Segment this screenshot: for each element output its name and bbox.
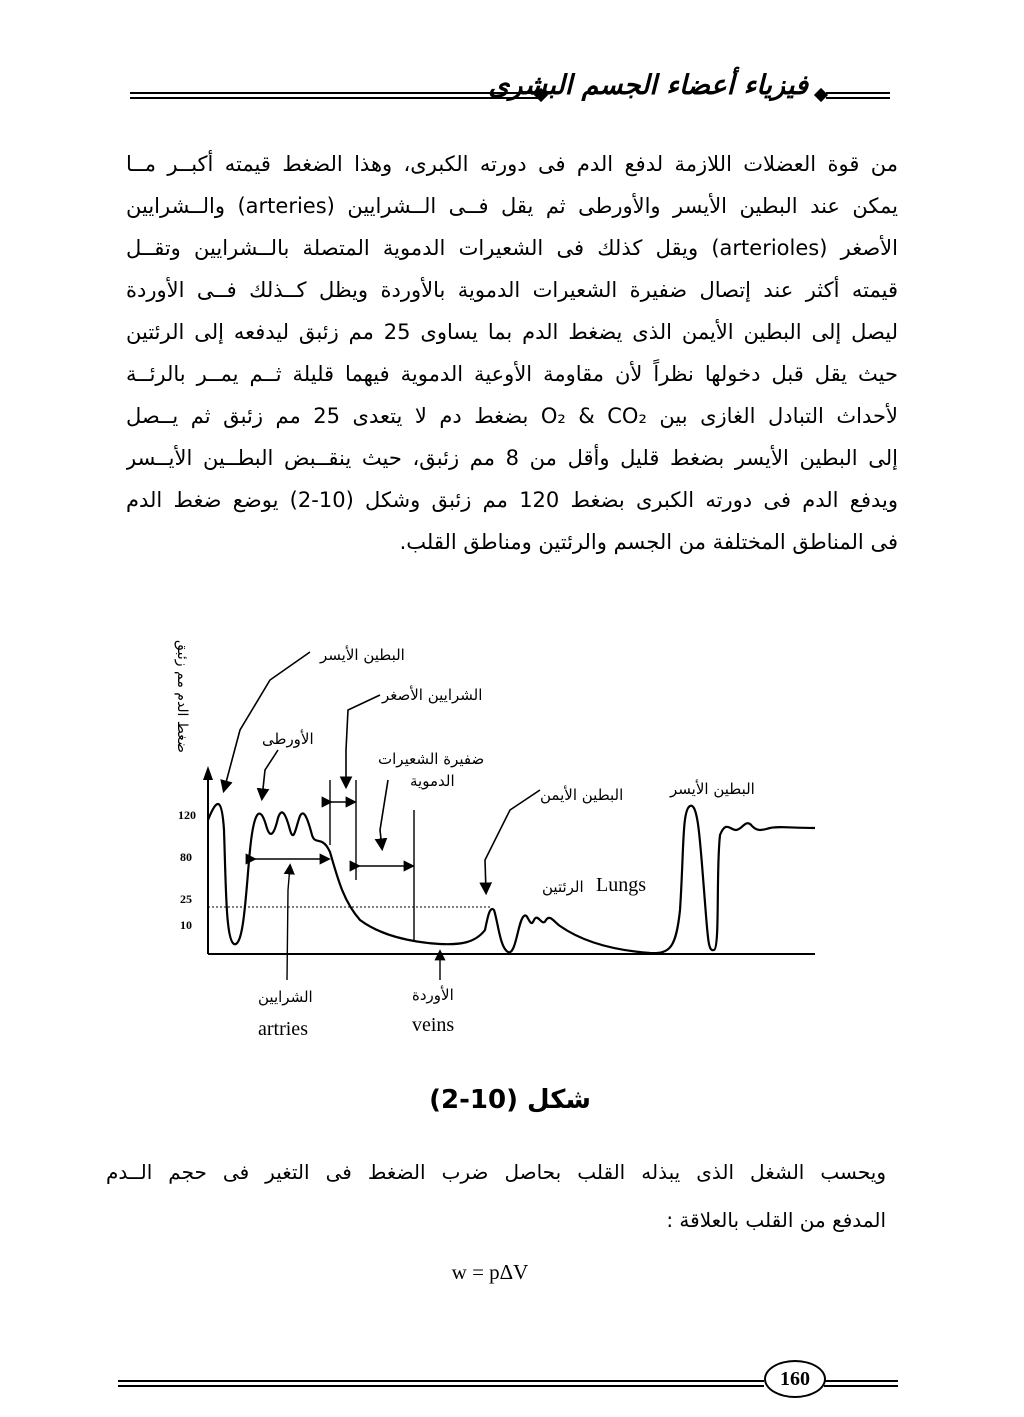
arrow-left-ventricle-1 [224, 652, 310, 790]
arrow-arteries [287, 866, 290, 980]
text-line: إلى البطين الأيسر بضغط قليل وأقل من 8 مم زئبق، حيث ينقــبض البطــين الأيــسر [126, 446, 898, 470]
y-tick: 25 [180, 892, 192, 906]
label-lungs-ar: الرئتين [542, 878, 584, 896]
y-tick: 120 [178, 808, 196, 822]
y-tick: 80 [180, 850, 192, 864]
header-title: فيزياء أعضاء الجسم البشرى [488, 70, 808, 101]
header-diamond [814, 88, 828, 102]
label-arteries-en: artries [258, 1018, 308, 1040]
label-right-ventricle: البطين الأيمن [540, 786, 624, 804]
figure-caption: شكل (10-2) [429, 1085, 591, 1115]
text-line: حيث يقل قبل دخولها نظراً لأن مقاومة الأوعية الدموية فيهما قليلة ثــم يمــر بالرئــة [126, 362, 898, 386]
y-axis-label: ضغط الدم مم زئبق [174, 640, 190, 753]
label-arteries-ar: الشرايين [258, 988, 313, 1006]
label-lungs-en: Lungs [596, 874, 646, 896]
label-arterioles: الشرايين الأصغر [382, 686, 483, 704]
pressure-figure [170, 630, 850, 1050]
text-line: لأحداث التبادل الغازى بين O₂ & CO₂ بضغط دم لا يتعدى 25 مم زئبق ثم يــصل [126, 404, 898, 428]
header-rule [130, 97, 538, 99]
pressure-diagram [170, 630, 850, 1050]
y-axis-arrow [203, 766, 213, 780]
arrow-capillaries [380, 780, 388, 848]
header-rule [826, 92, 890, 94]
page-header [118, 70, 898, 110]
label-capillaries: ضفيرة الشعيرات [378, 750, 485, 768]
y-tick: 10 [180, 918, 192, 932]
text-line: ويدفع الدم فى دورته الكبرى بضغط 120 مم زئبق وشكل (10-2) يوضع ضغط الدم [126, 488, 898, 512]
footer-rule [824, 1385, 898, 1387]
text-line: ليصل إلى البطين الأيمن الذى يضغط الدم بما يساوى 25 مم زئبق ليدفعه إلى الرئتين [126, 320, 898, 344]
label-capillaries: الدموية [410, 772, 455, 790]
text-line: قيمته أكثر عند إتصال ضفيرة الشعيرات الدموية بالأوردة ويظل كــذلك فــى الأوردة [126, 278, 898, 302]
text-line: من قوة العضلات اللازمة لدفع الدم فى دورته الكبرى، وهذا الضغط قيمته أكبــر مــا [126, 152, 898, 176]
arrow-aorta [262, 750, 278, 798]
text-line: ويحسب الشغل الذى يبذله القلب بحاصل ضرب الضغط فى التغير فى حجم الــدم [106, 1160, 886, 1184]
label-left-ventricle: البطين الأيسر [670, 780, 755, 798]
header-rule [826, 97, 890, 99]
pressure-curve [208, 804, 815, 953]
label-aorta: الأورطى [262, 730, 314, 748]
arrow-right-ventricle [485, 790, 540, 892]
page-number: 160 [764, 1360, 826, 1398]
footer-rule [118, 1380, 764, 1382]
text-line: يمكن عند البطين الأيسر والأورطى ثم يقل فــى الــشرايين (arteries) والــشرايين [126, 194, 898, 218]
body-paragraph [126, 143, 898, 563]
footer-rule [824, 1380, 898, 1382]
text-line: المدفع من القلب بالعلاقة : [666, 1208, 886, 1232]
work-formula: w = pΔV [451, 1260, 529, 1284]
text-line: الأصغر (arterioles) ويقل كذلك فى الشعيرات الدموية المتصلة بالــشرايين وتقــل [126, 236, 898, 260]
page-footer [118, 1358, 898, 1398]
footer-rule [118, 1385, 764, 1387]
label-veins-en: veins [412, 1014, 455, 1036]
body-paragraph-2 [106, 1148, 886, 1244]
arrow-arterioles [346, 695, 380, 786]
header-rule [130, 92, 538, 94]
text-line: فى المناطق المختلفة من الجسم والرئتين ومناطق القلب. [399, 530, 898, 554]
label-veins-ar: الأوردة [412, 986, 454, 1004]
label-left-ventricle: البطين الأيسر [320, 646, 405, 664]
